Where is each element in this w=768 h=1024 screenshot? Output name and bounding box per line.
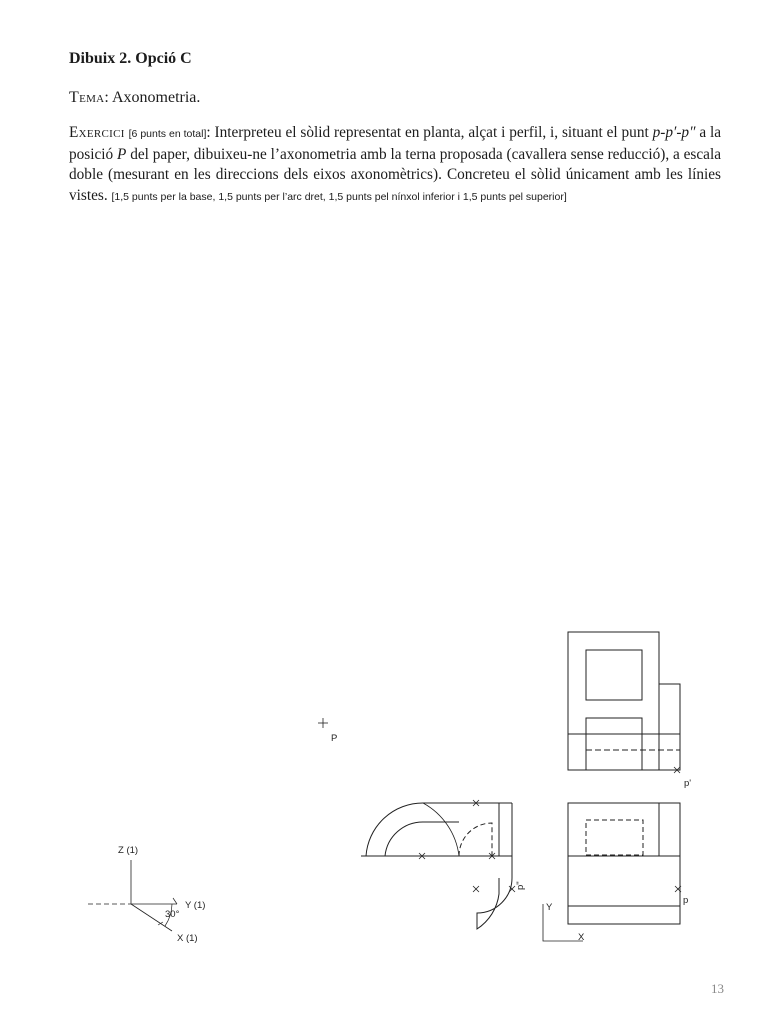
exercise-body-3: del paper, dibuixeu-ne l’axonometria amb la terna proposada (cavallera sense reducció), a escala doble (mesurant en les direccions dels eixos axonomètrics). Concreteu el sòlid únicament amb les línies vistes.: [69, 145, 721, 204]
exercise-body-2: a la posició: [69, 124, 722, 163]
plan-axis-y-label: Y: [546, 902, 553, 913]
plan-view: [543, 803, 681, 941]
elevation-point-label: p': [684, 778, 692, 789]
position-marker: [318, 718, 328, 728]
topic-label: Tema: [69, 89, 105, 106]
page-heading: Dibuix 2. Opció C: [69, 50, 192, 67]
axis-angle-label: 30°: [165, 909, 180, 920]
point-name: p-p′-p″: [652, 124, 696, 141]
plan-point-label: p: [683, 895, 689, 906]
axis-y-label: Y (1): [185, 900, 206, 911]
exercise-label: Exercici: [69, 124, 125, 141]
exercise-body-1: : Interpreteu el sòlid representat en planta, alçat i perfil, i, situant el punt: [206, 124, 653, 141]
exercise-points: [6 punts en total]: [128, 128, 207, 140]
page-number: 13: [711, 981, 724, 996]
topic-text: : Axonometria.: [104, 89, 201, 106]
elevation-view: [568, 632, 680, 773]
axis-z-label: Z (1): [118, 845, 139, 856]
side-point-label: p": [515, 881, 526, 890]
position-label: P: [331, 733, 338, 744]
axis-triad: [88, 860, 177, 931]
exercise-scoring: [1,5 punts per la base, 1,5 punts per l’arc dret, 1,5 punts pel nínxol inferior i 1,5 punts pel superior]: [111, 190, 567, 203]
axis-x-label: X (1): [177, 933, 198, 944]
position-name: P: [117, 145, 127, 163]
side-view: [361, 800, 515, 929]
plan-axis-x-label: X: [578, 932, 585, 943]
